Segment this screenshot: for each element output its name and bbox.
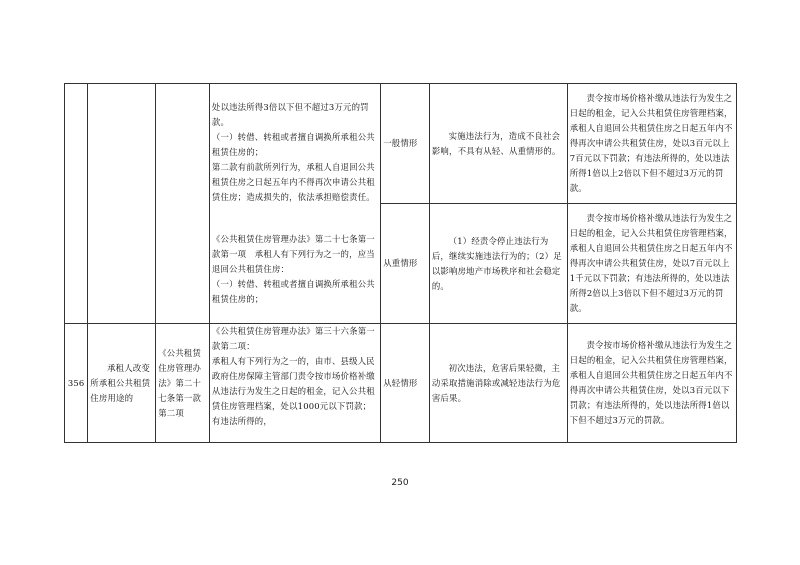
penalty-standard-cell bbox=[567, 324, 736, 443]
description-text: 实施违法行为，造成不良社会影响，不具有从轻、从重情形的。 bbox=[431, 130, 561, 156]
penalty-standard-table bbox=[64, 83, 737, 443]
penalty-standard-cell bbox=[567, 84, 736, 204]
circumstance-level-cell: 从重情形 bbox=[381, 204, 430, 324]
clause-spacer bbox=[212, 205, 378, 232]
page-number: 250 bbox=[391, 478, 409, 488]
penalty-standard-cell bbox=[567, 204, 736, 324]
row-number-cell: 356 bbox=[65, 324, 88, 443]
clause-text: 《公共租赁住房管理办法》第二十七条第一款第一项 承租人有下列行为之一的，应当退回公共租赁住房： bbox=[211, 234, 375, 274]
violation-item-cell bbox=[88, 324, 156, 443]
circumstance-description-cell bbox=[429, 324, 567, 443]
table-row bbox=[65, 324, 737, 443]
law-clause-cell bbox=[209, 324, 380, 443]
violation-item-cell bbox=[88, 84, 156, 324]
circumstance-description-cell bbox=[429, 204, 567, 324]
clause-text: 《公共租赁住房管理办法》第三十六条第一款第二项： bbox=[211, 326, 375, 351]
clause-text: 处以违法所得3倍以下但不超过3万元的罚款。 bbox=[211, 102, 369, 127]
legal-basis-cell bbox=[156, 84, 210, 324]
circumstance-description-cell bbox=[429, 84, 567, 204]
clause-text: 第二款有前款所列行为，承租人自退回公共租赁住房之日起五年内不得再次申请公共租赁住房；造成损失的，依法承担赔偿责任。 bbox=[211, 162, 375, 202]
clause-text: （一）转借、转租或者擅自调换所承租公共租赁住房的； bbox=[211, 279, 375, 304]
clause-text: （一）转借、转租或者擅自调换所承租公共租赁住房的； bbox=[211, 132, 375, 157]
legal-basis-cell: 《公共租赁住房管理办法》第二十七条第一款第二项 bbox=[156, 324, 210, 443]
row-number-cell bbox=[65, 84, 88, 324]
circumstance-level-cell: 一般情形 bbox=[381, 84, 430, 204]
item-text: 承租人改变所承租公共租赁住房用途的 bbox=[90, 362, 151, 403]
standard-text: 责令按市场价格补缴从违法行为发生之日起的租金，记入公共租赁住房管理档案，承租人自退回公共租赁住房之日起五年内不得再次申请公共租赁住房，处以7百元以上1千元以下罚款；有违法所得的，处以违法所得2倍以上3倍以下但不超过3万元的罚款。 bbox=[569, 213, 733, 313]
standard-text: 责令按市场价格补缴从违法行为发生之日起的租金，记入公共租赁住房管理档案，承租人自退回公共租赁住房之日起五年内不得再次申请公共租赁住房，处以3百元以下罚款；有违法所得的，处以违法所得1倍以下但不超过3万元的罚款。 bbox=[569, 340, 733, 425]
table-row bbox=[65, 84, 737, 204]
description-text: 初次违法，危害后果轻微，主动采取措施消除或减轻违法行为危害后果。 bbox=[431, 362, 561, 403]
standard-text: 责令按市场价格补缴从违法行为发生之日起的租金，记入公共租赁住房管理档案，承租人自退回公共租赁住房之日起五年内不得再次申请公共租赁住房，处以3百元以上7百元以下罚款；有违法所得的，处以违法所得1倍以上2倍以下但不超过3万元的罚款。 bbox=[569, 93, 733, 193]
law-clause-cell bbox=[209, 84, 380, 324]
circumstance-level-cell: 从轻情形 bbox=[381, 324, 430, 443]
clause-text: 承租人有下列行为之一的，由市、县级人民政府住房保障主管部门责令按市场价格补缴从违法行为发生之日起的租金，记入公共租赁住房管理档案，处以1000元以下罚款；有违法所得的， bbox=[211, 356, 375, 426]
description-text: （1）经责令停止违法行为后，继续实施违法行为的；（2）足以影响房地产市场秩序和社会稳定的。 bbox=[431, 235, 562, 291]
